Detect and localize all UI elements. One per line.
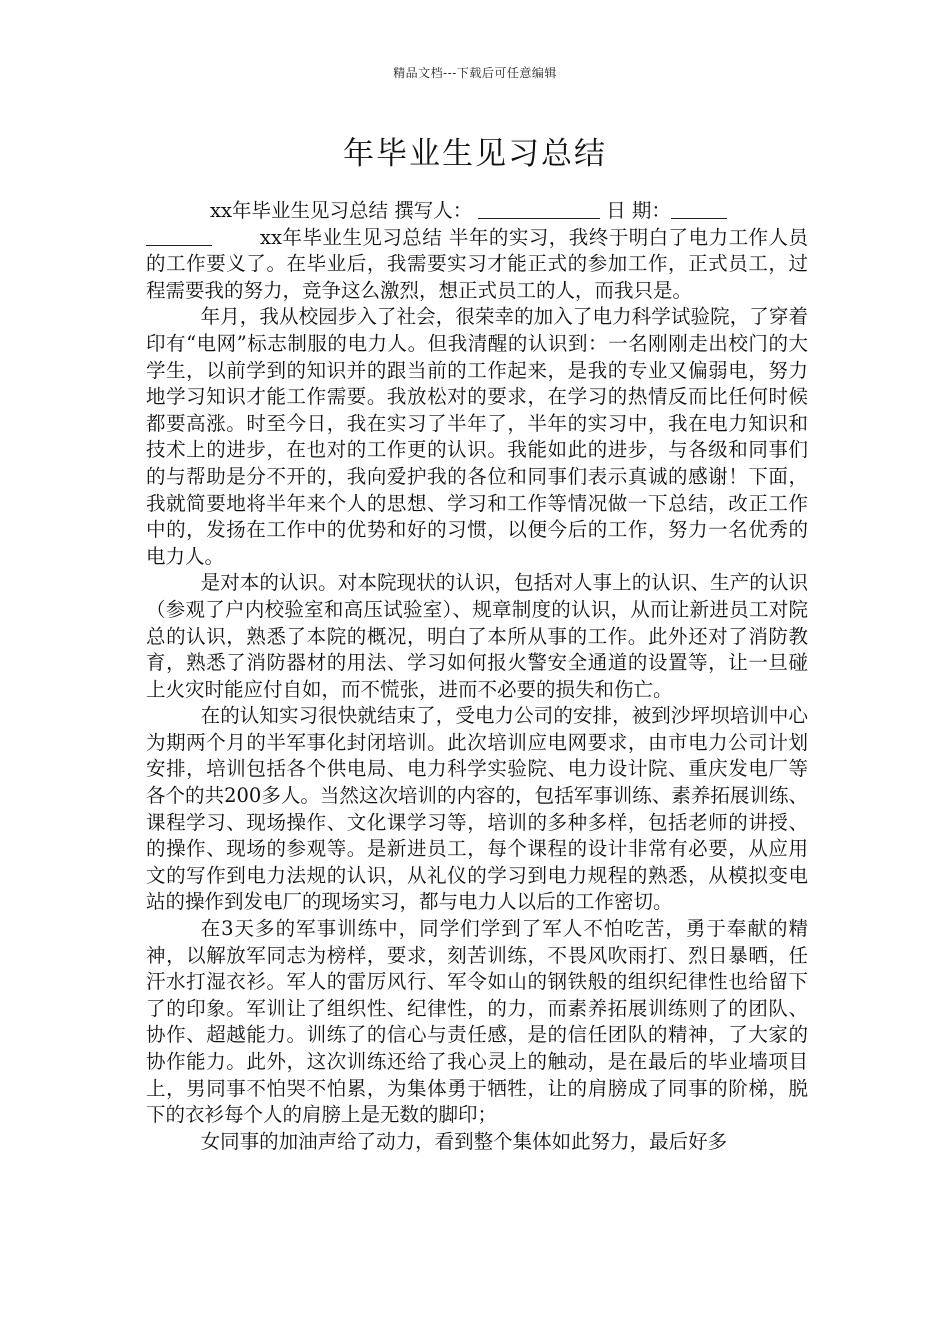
paragraph: 在的认知实习很快就结束了，受电力公司的安排，被到沙坪坝培训中心为期两个月的半军事化封闭培训。此次培训应电网要求，由市电力公司计划安排，培训包括各个供电局、电力科学实验院、电力设计院、重庆发电厂等各个的共200多人。当然这次培训的内容的，包括军事训练、素养拓展训练、课程学习、现场操作、文化课学习等，培训的多种多样，包括老师的讲授、的操作、现场的参观等。是新进员工，每个课程的设计非常有必要，从应用文的写作到电力法规的认识，从礼仪的学习到电力规程的熟悉，从模拟变电站的操作到发电厂的现场实习，都与电力人以后的工作密切。 [146, 704, 808, 914]
intro-lead: xx年毕业生见习总结 撰写人： [210, 199, 473, 222]
date-label: 日 期： [606, 199, 671, 222]
paragraph: 是对本的认识。对本院现状的认识，包括对人事上的认识、生产的认识（参观了户内校验室和高压试验室）、规章制度的认识，从而让新进员工对院总的认识，熟悉了本院的概况，明白了本所从事的工作。此外还对了消防教育，熟悉了消防器材的用法、学习如何报火警安全通道的设置等，让一旦碰上火灾时能应付自如，而不慌张，进而不必要的损失和伤亡。 [146, 571, 808, 701]
intro-text: xx年毕业生见习总结 半年的实习，我终于明白了电力工作人员的工作要义了。在毕业后，我需要实习才能正式的参加工作，正式员工，过程需要我的努力，竞争这么激烈，想正式员工的人，而我只是。 [146, 225, 808, 302]
paragraph: 年月，我从校园步入了社会，很荣幸的加入了电力科学试验院，了穿着印有“电网”标志制服的电力人。但我清醒的认识到：一名刚刚走出校门的大学生，以前学到的知识并的跟当前的工作起来，是我的专业又偏弱电，努力地学习知识才能工作需要。我放松对的要求，在学习的热情反而比任何时候都要高涨。时至今日，我在实习了半年了，半年的实习中，我在电力知识和技术上的进步，在也对的工作更的认识。我能如此的进步，与各级和同事们的与帮助是分不开的，我向爱护我的各位和同事们表示真诚的感谢！下面，我就简要地将半年来个人的思想、学习和工作等情况做一下总结，改正工作中的，发扬在工作中的优势和好的习惯，以便今后的工作，努力一名优秀的电力人。 [146, 305, 808, 568]
date-blank [671, 200, 727, 219]
document-body [146, 198, 808, 1155]
paragraph: 女同事的加油声给了动力，看到整个集体如此努力，最后好多 [200, 1129, 728, 1153]
intro-paragraph [146, 198, 808, 304]
date-blank-continued [146, 227, 212, 246]
author-blank [478, 200, 600, 219]
page-header: 精品文档---下载后可任意编辑 [393, 66, 557, 80]
paragraph: 在3天多的军事训练中，同学们学到了军人不怕吃苦，勇于奉献的精神，以解放军同志为榜样，要求，刻苦训练，不畏风吹雨打、烈日暴晒，任汗水打湿衣衫。军人的雷厉风行、军令如山的钢铁般的组织纪律性也给留下了的印象。军训让了组织性、纪律性，的力，而素养拓展训练则了的团队、协作、超越能力。训练了的信心与责任感，是的信任团队的精神，了大家的协作能力。此外，这次训练还给了我心灵上的触动，是在最后的毕业墙项目上，男同事不怕哭不怕累，为集体勇于牺牲，让的肩膀成了同事的阶梯，脱下的衣衫每个人的肩膀上是无数的脚印； [146, 917, 808, 1127]
document-title: 年毕业生见习总结 [343, 136, 607, 172]
